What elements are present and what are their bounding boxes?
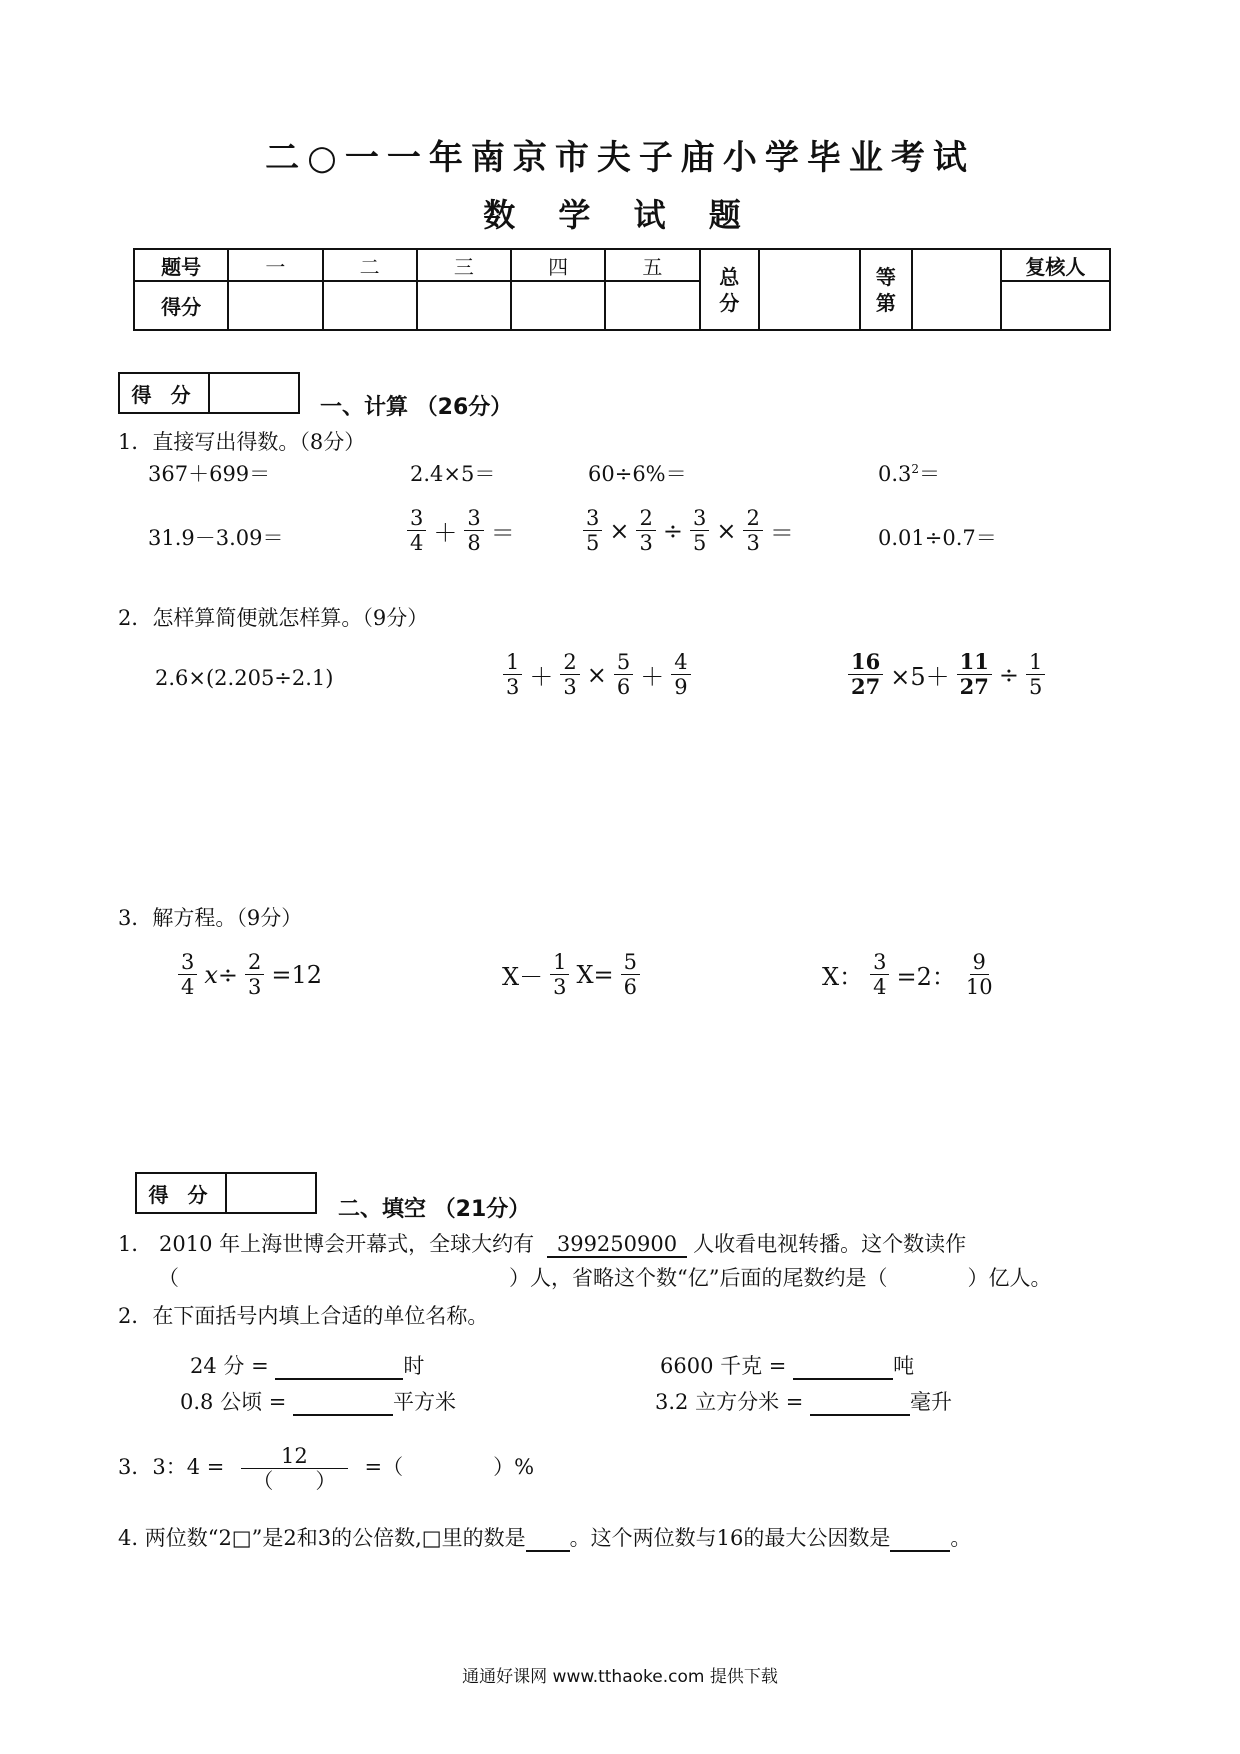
score-table-header-label: 题号 bbox=[134, 249, 228, 281]
equation-3: X： $\frac{3}{4}$ =2： $\frac{9}{10}$ bbox=[818, 950, 999, 999]
fraction: $\frac{2}{3}$ bbox=[560, 650, 579, 699]
fraction: $\frac{9}{10}$ bbox=[965, 950, 993, 1000]
expr-8: 0.01÷0.7＝ bbox=[878, 526, 997, 550]
digit-answer-blank[interactable] bbox=[526, 1526, 570, 1552]
equation-1: $\frac{3}{4}$ x÷ $\frac{2}{3}$ =12 bbox=[175, 950, 326, 999]
score-cell-3[interactable] bbox=[417, 281, 511, 330]
fraction: $\frac{1}{5}$ bbox=[1026, 650, 1045, 699]
section2-scorebox bbox=[135, 1172, 317, 1214]
fraction: $\frac{5}{6}$ bbox=[621, 950, 640, 999]
fraction: $\frac{2}{3}$ bbox=[245, 950, 264, 999]
fraction: $\frac{3}{8}$ bbox=[464, 506, 483, 555]
fraction: $\frac{1}{3}$ bbox=[503, 650, 522, 699]
expr-4-exponent: 2 bbox=[911, 462, 920, 476]
expr-4-equals: ＝ bbox=[919, 462, 941, 486]
scorebox-label: 得 分 bbox=[137, 1174, 227, 1212]
total-char-2: 分 bbox=[719, 290, 740, 315]
score-table-col-1: 一 bbox=[228, 249, 322, 281]
rank-char-2: 第 bbox=[875, 290, 896, 315]
section2-q3: 3．3：4 = $\frac{12}{( )}$ =（ ）% bbox=[118, 1444, 535, 1494]
section2-q4: 4. 两位数“2□”是2和3的公倍数,□里的数是 。这个两位数与16的最大公因数是 。 bbox=[118, 1526, 972, 1550]
score-cell-5[interactable] bbox=[605, 281, 699, 330]
expr-4-base: 0.3 bbox=[878, 462, 912, 486]
fraction: $\frac{3}{4}$ bbox=[178, 950, 197, 999]
score-table-total-label bbox=[700, 249, 760, 330]
exam-subtitle: 数 学 试 题 bbox=[483, 196, 757, 234]
expr-3: 60÷6%＝ bbox=[588, 462, 687, 486]
fraction: $\frac{3}{5}$ bbox=[690, 506, 709, 555]
score-table-col-5: 五 bbox=[605, 249, 699, 281]
total-char-1: 总 bbox=[719, 264, 740, 289]
unit-line-3: 0.8 公顷 = 平方米 bbox=[180, 1390, 457, 1414]
score-table-col-2: 二 bbox=[323, 249, 417, 281]
exam-title: 二○一一年南京市夫子庙小学毕业考试 bbox=[265, 138, 975, 178]
answer-blank[interactable] bbox=[275, 1354, 403, 1380]
section2-score-input[interactable] bbox=[227, 1174, 315, 1212]
q2-expr-2: $\frac{1}{3}$ ＋ $\frac{2}{3}$ × $\frac{5}{6}$ ＋ $\frac{4}{9}$ bbox=[500, 650, 694, 699]
fraction: $\frac{5}{6}$ bbox=[614, 650, 633, 699]
score-table-row-label: 得分 bbox=[134, 281, 228, 330]
score-cell-4[interactable] bbox=[511, 281, 605, 330]
gcd-answer-blank[interactable] bbox=[890, 1526, 950, 1552]
checker-cell[interactable] bbox=[1001, 281, 1110, 330]
section2-q1-line2: （ ）人，省略这个数“亿”后面的尾数约是（ ）亿人。 bbox=[158, 1266, 1052, 1290]
score-table-checker-label: 复核人 bbox=[1001, 249, 1110, 281]
fraction: $\frac{4}{9}$ bbox=[671, 650, 690, 699]
section1-score-input[interactable] bbox=[210, 374, 298, 412]
expr-2: 2.4×5＝ bbox=[410, 462, 496, 486]
section1-q3-label: 3．解方程。（9分） bbox=[118, 906, 303, 930]
section1-q1-label: 1．直接写出得数。（8分） bbox=[118, 430, 366, 454]
expr-6: $\frac{3}{4}$ ＋ $\frac{3}{8}$ ＝ bbox=[404, 506, 519, 555]
unit-line-2: 6600 千克 = 吨 bbox=[660, 1354, 915, 1378]
section2-q2-label: 2．在下面括号内填上合适的单位名称。 bbox=[118, 1304, 489, 1328]
unit-line-4: 3.2 立方分米 = 毫升 bbox=[655, 1390, 953, 1414]
section1-q2-label: 2．怎样算简便就怎样算。（9分） bbox=[118, 606, 429, 630]
fraction: $\frac{3}{5}$ bbox=[583, 506, 602, 555]
q2-expr-3: $\frac{16}{27}$ ×5＋ $\frac{11}{27}$ ÷ $\frac{1}{5}$ bbox=[845, 650, 1048, 699]
rank-char-1: 等 bbox=[875, 264, 896, 289]
fraction: $\frac{2}{3}$ bbox=[636, 506, 655, 555]
section1-scorebox bbox=[118, 372, 300, 414]
answer-blank[interactable] bbox=[810, 1390, 910, 1416]
score-table-col-4: 四 bbox=[511, 249, 605, 281]
answer-blank[interactable] bbox=[293, 1390, 393, 1416]
rank-cell[interactable] bbox=[912, 249, 1001, 330]
total-score-cell[interactable] bbox=[759, 249, 860, 330]
scorebox-label: 得 分 bbox=[120, 374, 210, 412]
footer: 通通好课网 www.tthaoke.com 提供下载 bbox=[462, 1667, 778, 1687]
score-table-rank-label bbox=[860, 249, 912, 330]
score-table-col-3: 三 bbox=[417, 249, 511, 281]
score-cell-1[interactable] bbox=[228, 281, 322, 330]
expr-7: $\frac{3}{5}$ × $\frac{2}{3}$ ÷ $\frac{3}{5}$ × $\frac{2}{3}$ ＝ bbox=[580, 506, 798, 555]
ratio-fraction: $\frac{12}{( )}$ bbox=[241, 1444, 348, 1493]
q2-expr-1: 2.6×(2.205÷2.1) bbox=[155, 666, 334, 690]
fraction: $\frac{1}{3}$ bbox=[550, 950, 569, 999]
fraction: $\frac{16}{27}$ bbox=[848, 650, 883, 699]
section2-q1-line1: 1． 2010 年上海世博会开幕式，全球大约有 399250900 人收看电视转播。这个数读作 bbox=[118, 1232, 967, 1256]
score-cell-2[interactable] bbox=[323, 281, 417, 330]
population-number: 399250900 bbox=[547, 1232, 687, 1258]
fraction: $\frac{3}{4}$ bbox=[407, 506, 426, 555]
expr-5: 31.9－3.09＝ bbox=[148, 526, 284, 550]
fraction: $\frac{2}{3}$ bbox=[743, 506, 762, 555]
fraction: $\frac{11}{27}$ bbox=[957, 650, 992, 699]
fraction: $\frac{3}{4}$ bbox=[870, 950, 889, 999]
score-table bbox=[133, 248, 1111, 331]
expr-1: 367＋699＝ bbox=[148, 462, 271, 486]
unit-line-1: 24 分 = 时 bbox=[190, 1354, 425, 1378]
section1-title: 一、计算 （26分） bbox=[320, 395, 513, 420]
expr-4 bbox=[878, 458, 940, 488]
answer-blank[interactable] bbox=[793, 1354, 893, 1380]
section2-title: 二、填空 （21分） bbox=[338, 1197, 531, 1222]
equation-2: X－ $\frac{1}{3}$ X= $\frac{5}{6}$ bbox=[498, 950, 643, 999]
